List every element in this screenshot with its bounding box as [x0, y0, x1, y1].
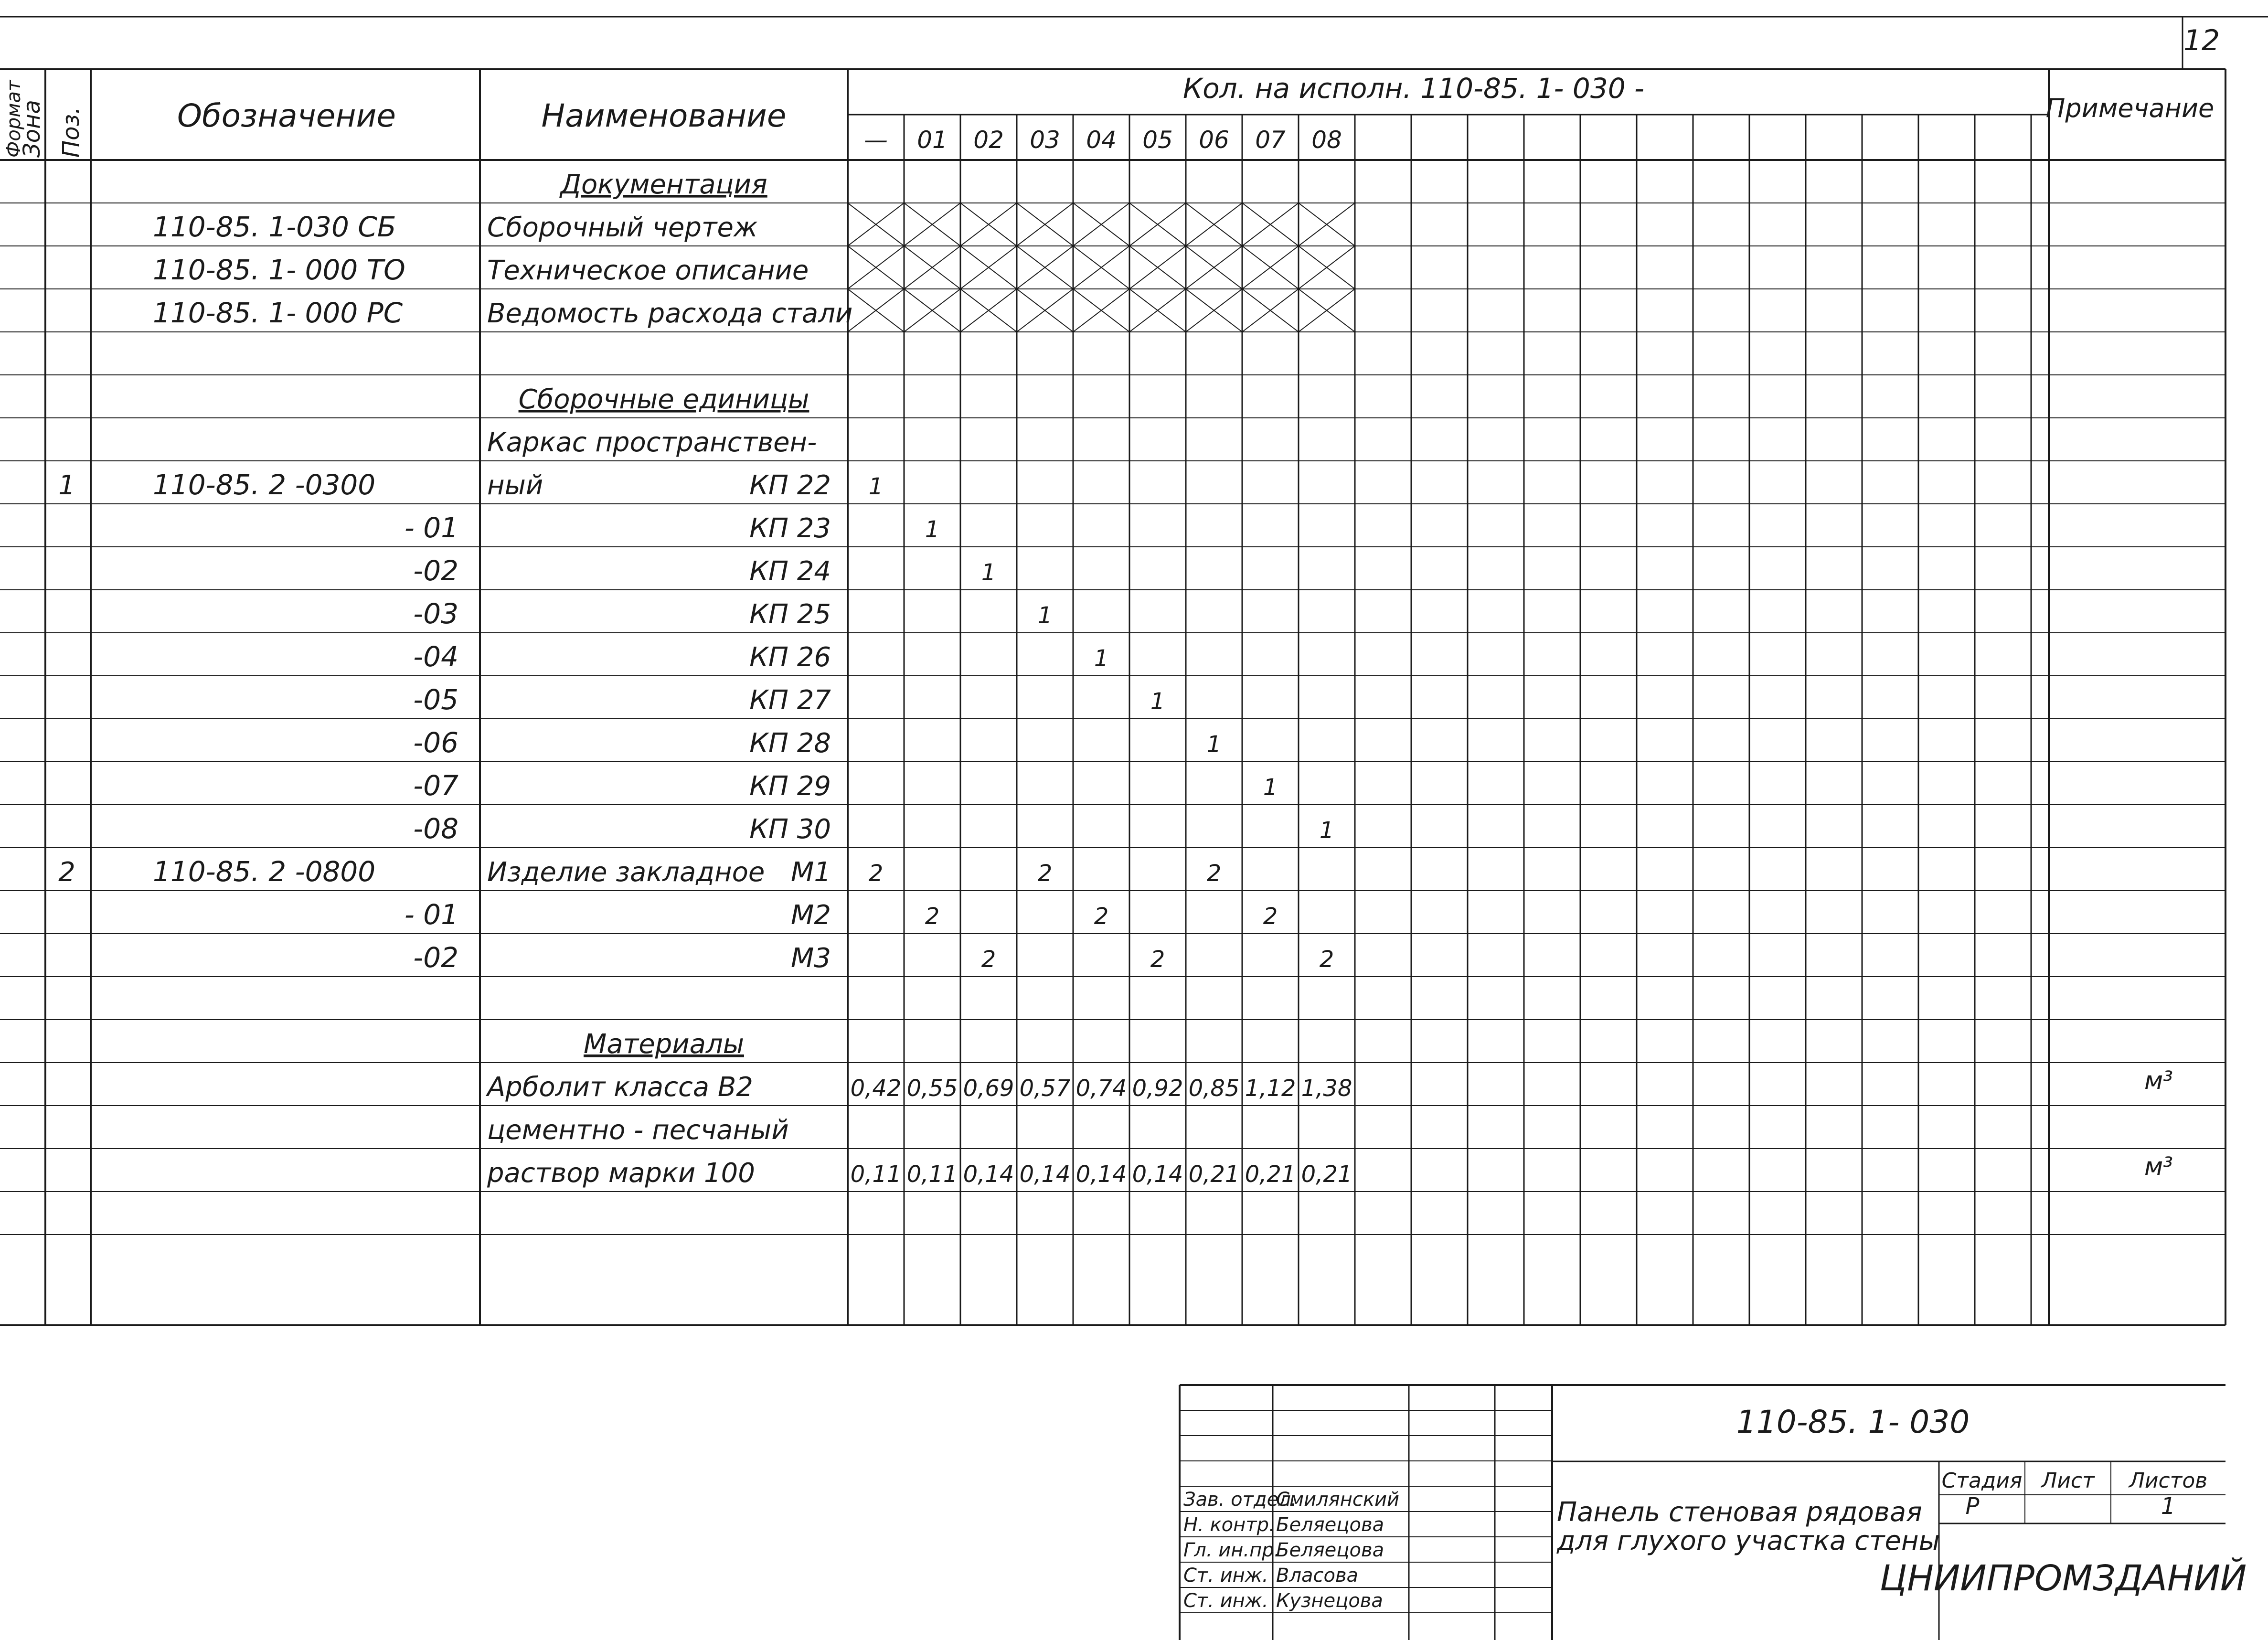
- row-mark: М3: [791, 943, 831, 974]
- row-mark: М2: [791, 900, 831, 931]
- row-designation: -03: [413, 597, 458, 630]
- variant-label: 04: [1086, 126, 1117, 154]
- sheet-number: 12: [2183, 24, 2220, 57]
- row-designation: -08: [413, 812, 458, 845]
- variant-label: 01: [917, 126, 948, 154]
- qty-cell: 0,21: [1301, 1161, 1352, 1188]
- qty-cell: 2: [868, 860, 884, 887]
- row-name: Техническое описание: [487, 255, 809, 286]
- header-pos: Поз.: [58, 106, 85, 158]
- stage-label: Стадия: [1941, 1469, 2023, 1493]
- signature-name: Власова: [1276, 1565, 1359, 1587]
- table-row: [413, 683, 1165, 716]
- qty-cell: 0,11: [850, 1161, 902, 1188]
- table-row: [487, 1115, 789, 1146]
- row-designation: 110-85. 1- 000 ТО: [153, 254, 405, 286]
- row-mark: КП 28: [749, 728, 831, 759]
- row-designation: 110-85. 1-030 СБ: [153, 211, 396, 243]
- row-pos: 2: [58, 857, 75, 888]
- qty-cell: 1: [1206, 731, 1222, 758]
- qty-cell: 2: [1206, 860, 1222, 887]
- variant-label: 08: [1311, 126, 1342, 154]
- row-note: м³: [2144, 1152, 2173, 1181]
- signature-name: Кузнецова: [1276, 1590, 1383, 1612]
- signature-role: Н. контр.: [1183, 1514, 1275, 1536]
- table-row: [413, 554, 996, 587]
- crossed-cells: [848, 203, 1355, 332]
- signature-name: Беляецова: [1276, 1539, 1384, 1561]
- qty-cell: 0,21: [1188, 1161, 1240, 1188]
- signature-role: Зав. отдел.: [1183, 1489, 1297, 1511]
- table-row: [405, 511, 939, 544]
- row-mark: КП 22: [749, 470, 831, 501]
- sheets-label: Листов: [2129, 1469, 2208, 1493]
- qty-cell: 2: [1150, 946, 1165, 973]
- row-mark: М1: [791, 857, 831, 888]
- table-row: [413, 769, 1278, 802]
- row-mark: КП 23: [749, 513, 831, 544]
- qty-cell: 2: [1319, 946, 1334, 973]
- row-designation: -06: [413, 726, 458, 759]
- table-row: [413, 726, 1221, 759]
- title-line-1: Панель стеновая рядовая: [1557, 1497, 1922, 1528]
- table-row: [487, 427, 817, 458]
- signature-role: Ст. инж.: [1183, 1590, 1268, 1612]
- qty-cell: 0,69: [963, 1075, 1014, 1102]
- qty-cell: 2: [1037, 860, 1053, 887]
- table-row: [486, 1066, 2173, 1103]
- qty-cell: 1: [1319, 817, 1334, 844]
- table-row: [58, 469, 883, 501]
- qty-cell: 0,11: [906, 1161, 958, 1188]
- row-designation: - 01: [404, 898, 458, 931]
- qty-cell: 0,57: [1019, 1075, 1071, 1102]
- signature-name: Смилянский: [1276, 1489, 1400, 1511]
- header-qty-group: Кол. на исполн. 110-85. 1- 030 -: [1182, 72, 1645, 105]
- variant-label: 03: [1030, 126, 1060, 154]
- qty-cell: 0,14: [963, 1161, 1014, 1188]
- row-mark: КП 27: [749, 685, 831, 716]
- qty-cell: 1,38: [1301, 1075, 1352, 1102]
- organization: ЦНИИПРОМЗДАНИЙ: [1879, 1558, 2247, 1599]
- stage-value: Р: [1965, 1493, 1980, 1520]
- qty-cell: 2: [1094, 903, 1109, 930]
- signature-name: Беляецова: [1276, 1514, 1384, 1536]
- row-name: Изделие закладное: [487, 857, 765, 888]
- signature-role: Гл. ин.пр.: [1183, 1539, 1280, 1561]
- row-pos: 1: [58, 470, 75, 501]
- qty-cell: 1: [1263, 774, 1278, 801]
- row-designation: -02: [413, 554, 458, 587]
- row-designation: -05: [413, 683, 458, 716]
- qty-cell: 2: [1263, 903, 1278, 930]
- qty-cell: 0,14: [1075, 1161, 1127, 1188]
- table-row: [584, 1029, 744, 1060]
- row-designation: - 01: [404, 511, 458, 544]
- row-name: Каркас пространствен-: [487, 427, 817, 458]
- row-mark: КП 30: [749, 814, 831, 845]
- qty-cell: 0,14: [1132, 1161, 1183, 1188]
- variant-label: 06: [1199, 126, 1229, 154]
- qty-cell: 1: [1037, 602, 1053, 629]
- row-designation: -04: [413, 640, 458, 673]
- row-name: Сборочные единицы: [518, 384, 809, 415]
- signature-rows: [1183, 1489, 1399, 1612]
- row-designation: 110-85. 2 -0300: [153, 469, 376, 501]
- row-designation: 110-85. 1- 000 РС: [153, 297, 403, 329]
- document-code: 110-85. 1- 030: [1736, 1404, 1970, 1440]
- row-name: раствор марки 100: [487, 1158, 755, 1189]
- variant-labels: [864, 126, 1342, 154]
- header-note: Примечание: [2045, 93, 2215, 123]
- qty-cell: 1: [1150, 688, 1165, 715]
- qty-cell: 0,55: [906, 1075, 958, 1102]
- title-block: [1183, 1404, 2247, 1612]
- sheet-label: Лист: [2041, 1469, 2095, 1493]
- qty-cell: 0,92: [1132, 1075, 1183, 1102]
- row-name: Сборочный чертеж: [487, 212, 758, 243]
- qty-cell: 0,14: [1019, 1161, 1071, 1188]
- row-name: Материалы: [584, 1029, 744, 1060]
- header-designation: Обозначение: [177, 97, 396, 134]
- signature-role: Ст. инж.: [1183, 1565, 1268, 1587]
- table-row: [487, 1152, 2173, 1189]
- header-zone: Зона: [19, 100, 45, 158]
- variant-label: 05: [1142, 126, 1173, 154]
- header-name: Наименование: [541, 97, 787, 134]
- row-mark: КП 25: [749, 599, 831, 630]
- sheets-value: 1: [2161, 1493, 2176, 1520]
- qty-cell: 1: [925, 516, 940, 543]
- qty-cell: 0,21: [1245, 1161, 1296, 1188]
- table-row: [405, 898, 1278, 931]
- table-row: [153, 211, 757, 243]
- qty-cell: 1: [981, 559, 996, 586]
- row-name: цементно - песчаный: [487, 1115, 789, 1146]
- table-row: [413, 640, 1108, 673]
- qty-cell: 1,12: [1245, 1075, 1296, 1102]
- header-format: Формат: [3, 80, 25, 158]
- variant-label: 07: [1255, 126, 1286, 154]
- row-mark: КП 29: [749, 771, 831, 802]
- qty-cell: 0,74: [1075, 1075, 1127, 1102]
- qty-cell: 1: [868, 473, 884, 500]
- row-note: м³: [2144, 1066, 2173, 1095]
- row-name: Ведомость расхода стали: [487, 298, 853, 329]
- qty-cell: 2: [925, 903, 940, 930]
- table-row: [519, 384, 809, 415]
- table-row: [153, 297, 852, 329]
- row-designation: 110-85. 2 -0800: [153, 855, 376, 888]
- qty-cell: 1: [1094, 645, 1109, 672]
- row-mark: КП 26: [749, 642, 831, 673]
- row-name: Документация: [560, 169, 767, 200]
- variant-label: —: [864, 126, 888, 154]
- variant-label: 02: [973, 126, 1004, 154]
- row-name: Арболит класса В2: [487, 1072, 753, 1103]
- row-designation: -07: [413, 769, 458, 802]
- row-mark: КП 24: [749, 556, 831, 587]
- table-row: [58, 855, 1221, 888]
- table-row: [559, 169, 767, 200]
- table-row: [413, 941, 1334, 974]
- table-body: [58, 169, 2173, 1189]
- qty-cell: 0,85: [1188, 1075, 1240, 1102]
- title-line-2: для глухого участка стены: [1557, 1525, 1940, 1556]
- table-row: [413, 812, 1334, 845]
- qty-cell: 2: [981, 946, 996, 973]
- row-name: ный: [487, 470, 543, 501]
- row-designation: -02: [413, 941, 458, 974]
- table-row: [413, 597, 1052, 630]
- qty-cell: 0,42: [850, 1075, 902, 1102]
